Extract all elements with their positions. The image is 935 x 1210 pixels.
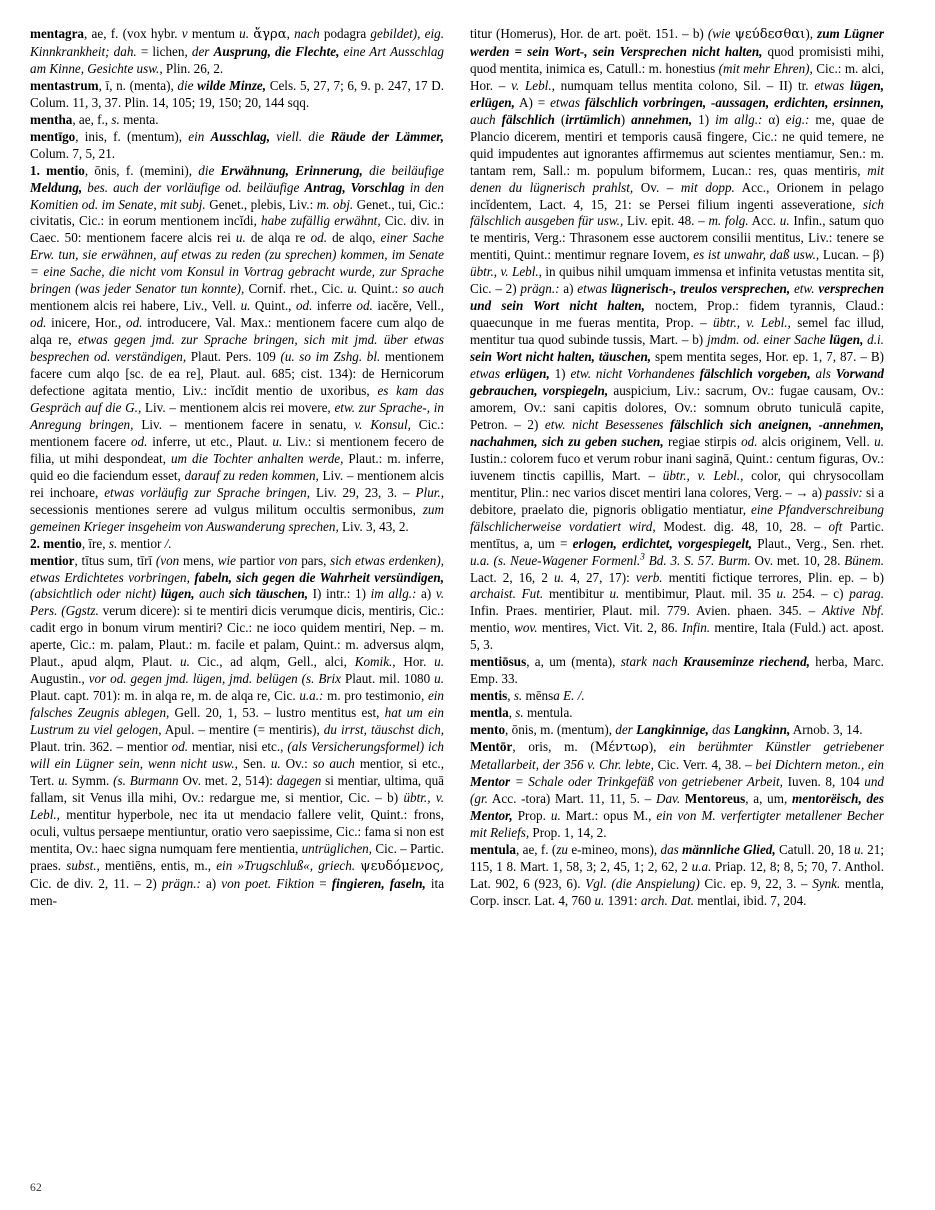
dictionary-entry: mentīgo, inis, f. (mentum), ein Ausschlag, viell. die Räude der Lämmer, Colum. 7, 5, 21. — [30, 128, 444, 161]
dictionary-entry: mentha, ae, f., s. menta. — [30, 111, 159, 127]
dictionary-entry: mentula, ae, f. (zu e-mineo, mons), das männliche Glied, Catull. 20, 18 u. 21; 115, 1 8. Mart. 1, 58, 3; 2, 45, 1; 2, 62, 2 u.a. Priap. 12, 8; 8, 5; 70, 7. Anthol. Lat. 902, 6 (923, 6). Vgl. (die Anspielung) Cic. ep. 9, 22, 3. – Synk. mentla, Corp. inscr. Lat. 4, 760 u. 1391: arch. Dat. mentlai, ibid. 7, 204. — [470, 841, 884, 908]
left-text-column — [30, 26, 444, 910]
dictionary-entry: mentiōsus, a, um (menta), stark nach Krauseminze riechend, herba, Marc. Emp. 33. — [470, 654, 884, 687]
dictionary-entry: mentis, s. mēnsa E. /. — [470, 688, 585, 704]
page-number: 62 — [30, 1182, 42, 1194]
dictionary-entry: titur (Homerus), Hor. de art. poët. 151. – b) (wie ψεύδεσθαι), zum Lügner werden = sein Wort-, sein Versprechen nicht halten, quod promisisti mihi, quod mentita, inimica es, Catull.: m. honestius (mit mehr Ehren), Cic.: m. alci, Hor. – v. Lebl., numquam tellus mentita colono, Sil. – II) tr. etwas lügen, erlügen, A) = etwas fälschlich vorbringen, -aussagen, erdichten, ersinnen, auch fälschlich (irrtümlich) annehmen, 1) im allg.: α) eig.: me, quae de Plancio dicerem, mentiri et temporis causā fingere, Cic.: ne quid temere, ne quid impudentes aut ignorantes affirmemus aut scientes mentiamur, Sen.: m. tantam rem, Sall.: m. populum biformem, Lucan.: res, quas mentiris, mit denen du lügnerisch prahlst, Ov. – mit dopp. Acc., Orionem in pelago incĭdentem, Lact. 4, 15, 21: se Persei filium ingenti asseveratione, sich fälschlich ausgeben für usw., Liv. epit. 48. – m. folg. Acc. u. Infin., satum quo te mentiris, Verg.: Thrasonem esse auctorem consilii mentitus, Liv.: tenere se mentiti, Quint.: mentimur regnare Iovem, es ist unwahr, daß usw., Lucan. – β) übtr., v. Lebl., in quibus nihil umquam immensa et infinita vetustas mentita sit, Cic. – 2) prägn.: a) etwas lügnerisch-, treulos versprechen, etw. versprechen und sein Wort nicht halten, noctem, Prop.: fidem tyrannis, Claud.: quaecunque in me fueras mentita, Prop. – übtr., v. Lebl., semel fac illud, mentitur tua quod subinde tussis, Mart. – b) jmdm. od. einer Sache lügen, d.i. sein Wort nicht halten, täuschen, spem mentita seges, Hor. ep. 1, 7, 87. – B) etwas erlügen, 1) etw. nicht Vorhandenes fälschlich vorgeben, als Vorwand gebrauchen, vorspiegeln, auspicium, Liv.: sacrum, Ov.: fugae causam, Ov.: amorem, Ov.: sani capitis dolores, Ov.: somnum obruto tuniculā capite, Petron. – 2) etw. nicht Besessenes fälschlich sich aneignen, -annehmen, nachahmen, sich zu geben suchen, regiae stirpis od. alcis originem, Vell. u. Iustin.: colorem fuco et verum robur inani saginā, Quint.: centum figuras, Ov.: iuvenem tinctis capillis, Mart. – übtr., v. Lebl., color, qui chrysocollam mentitur, Plin.: nec varios discet mentiri lana colores, Verg. – → a) passiv: si a debitore, praelato die, pignoris obligatio mentiatur, eine Pfandverschreibung fälschlicherweise vordatiert wird, Modest. dig. 48, 10, 28. – oft Partic. mentītus, a, um = erlogen, erdichtet, vorgespiegelt, Plaut., Verg., Sen. rhet. u.a. (s. Neue-Wagener Formenl.$^3$ Bd. 3. S. 57. Burm. Ov. met. 10, 28. Bünem. Lact. 2, 16, 2 u. 4, 27, 17): verb. mentiti fictique terrores, Plin. ep. – b) archaist. Fut. mentibitur u. mentibimur, Plaut. mil. 35 u. 254. – c) parag. Infin. Praes. mentirier, Plaut. mil. 779. Avien. phaen. 345. – Aktive Nbf. mentio, wov. mentires, Vict. Vit. 2, 86. Infin. mentire, Itala (Fuld.) act. apost. 5, 3. — [470, 26, 885, 653]
right-text-column — [470, 26, 884, 910]
two-column-text-body — [30, 26, 907, 1166]
dictionary-entry: mentior, tītus sum, tīrī (von mens, wie partior von pars, sich etwas erdenken), etwas Erdichtetes vorbringen, fabeln, sich gegen die Wahrheit versündigen, (absichtlich oder nicht) lügen, auch sich täuschen, I) intr.: 1) im allg.: a) v. Pers. (Ggstz. verum dicere): si te mentiri dicis verumque dicis, mentiris, Cic.: cadit ergo in bonum virum mentiri? Cic.: ne ioco quidem mentiri, Nep. – m. aperte, Cic.: m. palam, Plaut.: m. facile et palam, Quint.: m. adversus alqm, Plaut., apud alqm, Plaut. u. Cic., ad alqm, Gell., alci, Komik., Hor. u. Augustin., vor od. gegen jmd. lügen, jmd. belügen (s. Brix Plaut. mil. 1080 u. Plaut. capt. 701): m. in alqa re, m. de alqa re, Cic. u.a.: m. pro testimonio, ein falsches Zeugnis ablegen, Gell. 20, 1, 53. – lustro mentitus est, hat um ein Lustrum zu viel gelogen, Apul. – mentire (= mentiris), du irrst, täuschst dich, Plaut. trin. 362. – mentior od. mentiar, nisi etc., (als Versicherungsformel) ich will ein Lügner sein, wenn nicht usw., Sen. u. Ov.: so auch mentior, si etc., Tert. u. Symm. (s. Burmann Ov. met. 2, 514): dagegen si mentiar, ultima, quā fallam, sit Venus illa mihi, Ov.: redargue me, si mentior, Cic. – b) übtr., v. Lebl., mentitur hyperbole, nec ita ut mendacio fallere velit, Quint.: frons, oculi, vultus persaepe mentiuntur, oratio vero saepissime, Cic.: fama si non est mentita, Ov.: haec signa numquam fere mentientia, untrüglichen, Cic. – Partic. praes. subst., mentiēns, entis, m., ein »Trugschluß«, griech. ψευδόμενος, Cic. de div. 2, 11. – 2) prägn.: a) von poet. Fiktion = fingieren, faseln, ita men- — [30, 552, 445, 908]
dictionary-entry: 2. mentio, īre, s. mentior /. — [30, 535, 172, 551]
dictionary-entry: Mentōr, oris, m. (Μέντωρ), ein berühmter Künstler getriebener Metallarbeit, der 356 v. Chr. lebte, Cic. Verr. 4, 38. – bei Dichtern meton., ein Mentor = Schale oder Trinkgefäß von getriebener Arbeit, Iuven. 8, 104 und (gr. Acc. -tora) Mart. 11, 11, 5. – Dav. Mentoreus, a, um, mentorëisch, des Mentor, Prop. u. Mart.: opus M., ein von M. verfertigter metallener Becher mit Reliefs, Prop. 1, 14, 2. — [470, 739, 885, 840]
dictionary-entry: mentastrum, ī, n. (menta), die wilde Minze, Cels. 5, 27, 7; 6, 9. p. 247, 17 D. Colum. 11, 3, 37. Plin. 14, 105; 19, 150; 20, 144 sqq. — [30, 77, 444, 110]
dictionary-entry: mentla, s. mentula. — [470, 705, 573, 721]
dictionary-entry: 1. mentio, ōnis, f. (memini), die Erwähnung, Erinnerung, die beiläufige Meldung, bes. auch der vorläufige od. beiläufige Antrag, Vorschlag in den Komitien od. im Senate, mit subj. Genet., plebis, Liv.: m. obj. Genet., tui, Cic.: civitatis, Cic.: in eorum mentionem incĭdi, habe zufällig erwähnt, Cic. div. in Caec. 50: mentionem facere alcis rei u. de alqa re od. de alqo, einer Sache Erw. tun, sie erwähnen, auf etwas zu reden (zu sprechen) kommen, im Senate = eine Sache, die nicht vom Konsul in Vortrag gebracht wurde, zur Sprache bringen (was jeder Senator tun konnte), Cornif. rhet., Cic. u. Quint.: so auch mentionem alcis rei habere, Liv., Vell. u. Quint., od. inferre od. iacĕre, Vell., od. inicere, Hor., od. introducere, Val. Max.: mentionem facere cum alqo de alqa re, etwas gegen jmd. zur Sprache bringen, sich mit jmd. über etwas besprechen od. verständigen, Plaut. Pers. 109 (u. so im Zshg. bl. mentionem facere cum alqo [sc. de ea re], Plaut. aul. 685; cist. 134): de Hernicorum defectione agitata mentio, Liv.: incĭdit mentio de uxoribus, es kam das Gespräch auf die G., Liv. – mentionem alcis rei movere, etw. zur Sprache-, in Anregung bringen, Liv. – mentionem facere in senatu, v. Konsul, Cic.: mentionem facere od. inferre, ut etc., Plaut. u. Liv.: si mentionem fecero de filia, ut mihi despondeat, um die Tochter anhalten werde, Plaut.: m. inferre, quid eo die faciendum esset, darauf zu reden kommen, Liv. – mentionem alcis rei inchoare, etwas vorläufig zur Sprache bringen, Liv. 29, 23, 3. – Plur., secessionis mentiones serere ad vulgus militum occultis sermonibus, zum gemeinen Krieger insgeheim von Auswanderung sprechen, Liv. 3, 43, 2. — [30, 162, 445, 534]
dictionary-entry: mento, ōnis, m. (mentum), der Langkinnige, das Langkinn, Arnob. 3, 14. — [470, 722, 863, 738]
dictionary-entry: mentagra, ae, f. (vox hybr. v mentum u. ἄγρα, nach podagra gebildet), eig. Kinnkrankheit; dah. = lichen, der Ausprung, die Flechte, eine Art Ausschlag am Kinne, Gesichte usw., Plin. 26, 2. — [30, 26, 444, 76]
